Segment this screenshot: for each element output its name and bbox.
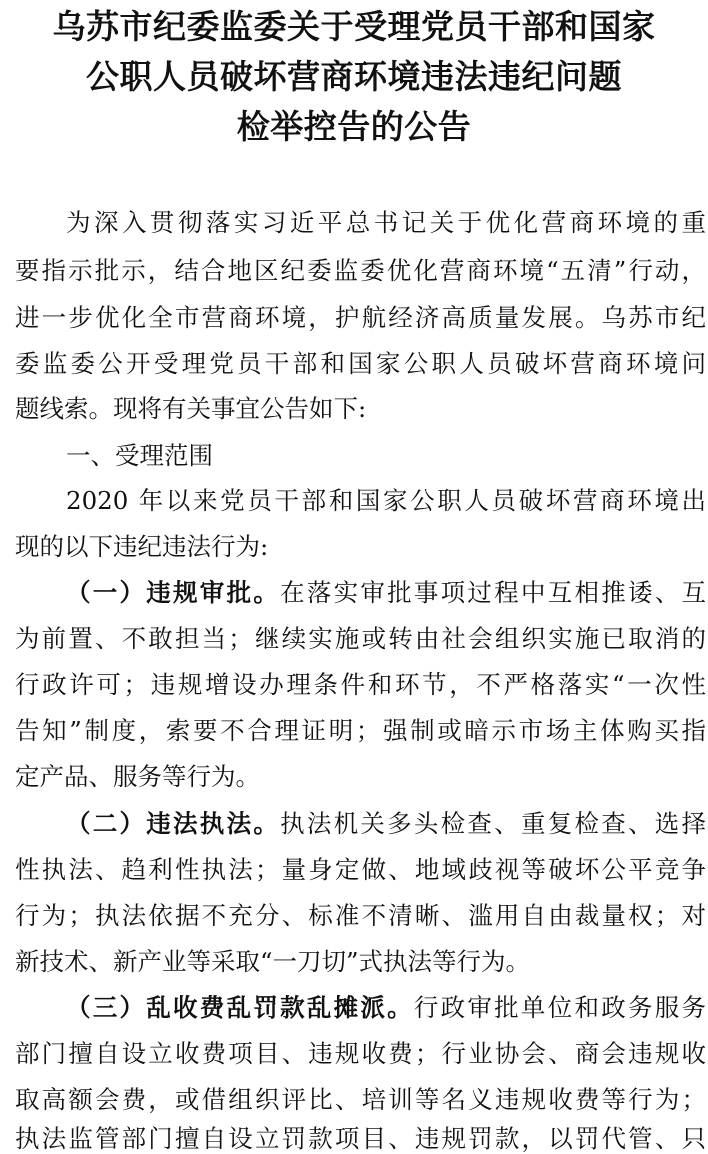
subsection-heading-3: （三）乱收费乱罚款乱摊派。 <box>66 993 414 1022</box>
body-line: 要指示批示，结合地区纪委监委优化营商环境“五清”行动， <box>15 256 706 285</box>
subsection-heading-2: （二）违法执法。 <box>66 809 281 838</box>
body-line: 行为；执法依据不充分、标准不清晰、滥用自由裁量权；对 <box>15 901 706 930</box>
document-title-line-1: 乌苏市纪委监委关于受理党员干部和国家 <box>52 7 656 46</box>
body-line: 部门擅自设立收费项目、违规收费；行业协会、商会违规收 <box>15 1039 706 1068</box>
paragraph-first-line <box>0 993 708 1023</box>
body-line: 现的以下违纪违法行为: <box>15 532 269 561</box>
section-heading: 一、受理范围 <box>66 441 213 470</box>
body-line: 进一步优化全市营商环境，护航经济高质量发展。乌苏市纪 <box>15 303 706 332</box>
body-line: 题线索。现将有关事宜公告如下: <box>15 394 367 423</box>
body-line: 执法监管部门擅自设立罚款项目、违规罚款，以罚代管、只 <box>15 1124 706 1153</box>
body-line: 为深入贯彻落实习近平总书记关于优化营商环境的重 <box>66 208 706 237</box>
subsection-heading-1: （一）违规审批。 <box>66 578 281 607</box>
body-text: 在落实审批事项过程中互相推诿、互 <box>280 578 707 607</box>
body-line: 行政许可；违规增设办理条件和环节，不严格落实“一次性 <box>15 670 706 699</box>
body-line: 定产品、服务等行为。 <box>15 762 260 791</box>
body-line: 为前置、不敢担当；继续实施或转由社会组织实施已取消的 <box>15 624 706 653</box>
body-text: 执法机关多头检查、重复检查、选择 <box>280 809 707 838</box>
document-title-line-2: 公职人员破坏营商环境违法违纪问题 <box>86 57 622 96</box>
paragraph-first-line <box>0 578 708 608</box>
document-title-line-3: 检举控告的公告 <box>236 107 472 146</box>
body-line: 新技术、新产业等采取“一刀切”式执法等行为。 <box>15 947 531 976</box>
body-line: 性执法、趋利性执法；量身定做、地域歧视等破坏公平竞争 <box>15 855 706 884</box>
paragraph-first-line <box>0 809 708 839</box>
body-line: 告知”制度，索要不合理证明；强制或暗示市场主体购买指 <box>15 716 706 745</box>
body-line: 2020 年以来党员干部和国家公职人员破坏营商环境出 <box>66 486 706 515</box>
body-text: 行政审批单位和政务服务 <box>413 993 706 1022</box>
body-line: 取高额会费，或借组织评比、培训等名义违规收费等行为； <box>15 1085 706 1114</box>
body-line: 委监委公开受理党员干部和国家公职人员破坏营商环境问 <box>15 349 706 378</box>
